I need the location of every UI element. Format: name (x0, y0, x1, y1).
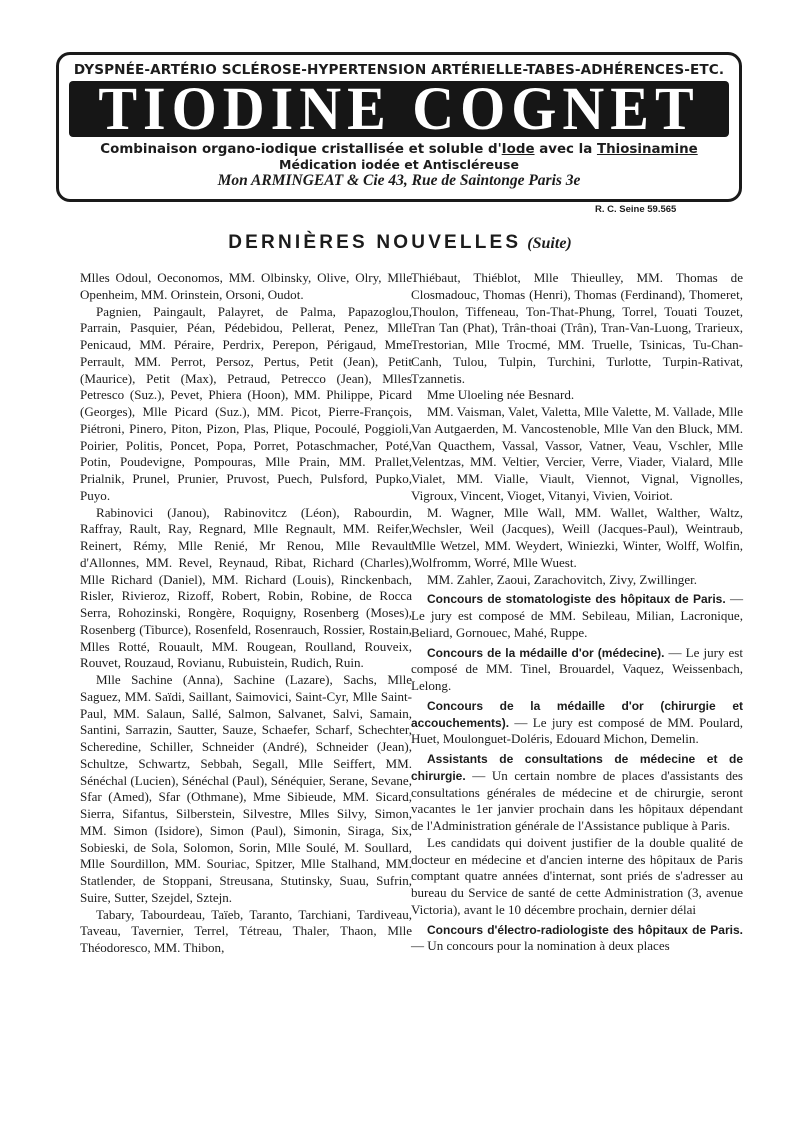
left-column (80, 270, 412, 957)
ad-description-mid: avec la (534, 142, 597, 157)
paragraph: MM. Vaisman, Valet, Valetta, Mlle Valette, M. Vallade, Mlle Van Autgaerden, M. Vancostenoble, Mlle Van den Bluck, MM. Van Quacthem, Vassal, Vassor, Vatner, Veau, Vschler, Mlle Velentzas, MM. Veltier, Vercier, Verre, Viader, Vialard, Mlle Vialet, MM. Vialle, Viault, Viennot, Vignal, Vignolles, Vigroux, Vincent, Vioget, Vitanyi, Vivien, Voiriot. (411, 404, 743, 503)
paragraph: Mlle Sachine (Anna), Sachine (Lazare), Sachs, Mlle Saguez, MM. Saïdi, Saillant, Saimovici, Saint-Cyr, Mlle Saint-Paul, MM. Salaun, Sallé, Salmon, Salvanet, Salvi, Samain, Santini, Sarrazin, Sautter, Sauze, Schaefer, Scharf, Schechter, Scheredine, Schiller, Schneider (André), Schneider (Jean), Schultze, Schwartz, Sebbah, Segall, Mlle Seiffert, MM. Sénéchal (Lucien), Sénéchal (Paul), Sénéquier, Serane, Sevane, Sfar (Amed), Sfar (Othmane), Mme Sibieude, MM. Sicard, Sierra, Sifantus, Silberstein, Silvestre, Mlles Silvy, Simon, MM. Simon (Isidore), Simon (Paul), Simonin, Siraga, Six, Sobieski, de Sola, Solomon, Sorin, Mlle Soulé, M. Soullard, Mlle Sourdillon, MM. Souriac, Spitzer, Mlle Stalhand, MM. Statlender, de Stoppani, Streusana, Stutinsky, Suau, Sufrin, Suire, Sutter, Szejdel, Sztejn. (80, 672, 412, 905)
news-item-text: — Le jury est composé de MM. Tinel, Brouardel, Vaquez, Weissenbach, Lelong. (411, 644, 743, 693)
news-item-text: — Le jury est composé de MM. Sebileau, Milian, Lacronique, Beliard, Gornouec, Mahé, Ruppe. (411, 591, 743, 640)
heading-suite: (Suite) (527, 235, 572, 252)
news-item-text: — Un concours pour la nomination à deux places (411, 938, 670, 954)
ad-indications: DYSPNÉE-ARTÉRIO SCLÉROSE-HYPERTENSION ARTÉRIELLE-TABES-ADHÉRENCES-ETC. (73, 62, 725, 78)
news-item-text: — Un certain nombre de places d'assistants des consultations générales de médecine et de chirurgie, seront vacantes le 1er janvier prochain dans les hôpitaux dépendant de l'Administration générale de l'Assistance publique à Paris. (411, 767, 743, 833)
news-item-text: — Le jury est composé de MM. Poulard, Huet, Moulonguet-Doléris, Edouard Michon, Demelin. (411, 714, 743, 747)
paragraph: Pagnien, Paingault, Palayret, de Palma, Papazoglou, Parrain, Pasquier, Péan, Pédebidou, Pellerat, Penez, Mlle Penicaud, MM. Péraire, Perdrix, Perepon, Périgaud, Mme Perrault, MM. Perrot, Persoz, Pertus, Petit (Jean), Petit (Maurice), Petit (Max), Petraud, Petrecco (Jean), Mlles Petresco (Suz.), Pevet, Phiera (Hoon), MM. Philippe, Picard (Georges), Mlle Picard (Suz.), MM. Picot, Pierre-François, Piétroni, Pinero, Piton, Pizon, Plas, Plique, Pocoulé, Poggioli, Poirier, Politis, Poncet, Popa, Porret, Potaschmacher, Poté, Potin, Poudevigne, Pompouras, Mlle Prain, MM. Prallet, Prialnik, Prunel, Prunier, Pruvost, Puech, Pulsford, Pupko, Puyo. (80, 303, 412, 503)
news-item-heading: Concours de la médaille d'or (chirurgie et accouchements). (411, 698, 743, 730)
news-item-heading: Concours d'électro-radiologiste des hôpitaux de Paris. (427, 922, 743, 937)
right-column (411, 270, 743, 955)
news-item-heading: Assistants de consultations de médecine et de chirurgie. (411, 752, 743, 783)
heading-title: DERNIÈRES NOUVELLES (228, 232, 522, 253)
news-item (411, 751, 743, 835)
news-item-heading: Concours de stomatologiste des hôpitaux de Paris. (427, 592, 726, 607)
ad-brand-name: TIODINE COGNET (98, 74, 700, 143)
news-item (411, 922, 743, 956)
news-item (411, 645, 743, 695)
paragraph: Mlles Odoul, Oeconomos, MM. Olbinsky, Olive, Olry, Mlle Openheim, MM. Orinstein, Orsoni, Oudot. (80, 270, 412, 302)
news-item (411, 591, 743, 641)
paragraph: Rabinovici (Janou), Rabinovitcz (Léon), Rabourdin, Raffray, Rault, Ray, Regnard, Mlle Regnault, MM. Reifer, Reinert, Rémy, Mlle Renié, Mr Renou, Mlle Revault d'Allonnes, MM. Revel, Reynaud, Ribat, Richard (Charles), Mlle Richard (Daniel), MM. Richard (Louis), Rinckenbach, Risler, Rivieroz, Rizoff, Robert, Robin, Robine, de Rocca Serra, Rohozinski, Rongère, Roquigny, Rosenberg (Moses), Rosenberg (Tiburce), Rosenfeld, Rosenrauch, Rossier, Rostain, Mlles Rotté, Rouault, MM. Rougean, Roulland, Rouveix, Rouvet, Rouzaud, Rovianu, Rubuistein, Rudich, Ruin. (80, 504, 412, 671)
ad-address: Mon ARMINGEAT & Cie 43, Rue de Saintonge Paris 3e (217, 172, 581, 189)
paragraph: Thiébaut, Thiéblot, Mlle Thieulley, MM. Thomas de Closmadouc, Thomas (Henri), Thomas (Ferdinand), Thomeret, Thoulon, Tiffeneau, Ton-That-Phung, Torrel, Touati Touzet, Tran Tan (Phat), Trân-thoai (Trân), Tran-Van-Luong, Trarieux, Trestorian, Mlle Trocmé, MM. Truelle, Tsinicas, Tu-Chan-Canh, Tulou, Tulpin, Turchini, Turlotte, Turpin-Rativat, Tzannetis. (411, 270, 743, 386)
advertisement-box (56, 52, 742, 202)
ad-description-thiosinamine: Thiosinamine (596, 142, 698, 157)
ad-brand-banner (69, 74, 729, 143)
ad-description-prefix: Combinaison organo-iodique cristallisée et soluble d' (100, 142, 502, 157)
registration-number: R. C. Seine 59.565 (595, 204, 677, 215)
paragraph: M. Wagner, Mlle Wall, MM. Wallet, Walther, Waltz, Wechsler, Weil (Jacques), Weill (Jacques-Paul), Weintraub, Mlle Wetzel, MM. Weydert, Winiezki, Winter, Wolff, Wolfin, Wolfromm, Worré, Mlle Wuest. (411, 504, 743, 570)
paragraph: MM. Zahler, Zaoui, Zarachovitch, Zivy, Zwillinger. (427, 571, 698, 587)
page-heading (0, 232, 800, 254)
paragraph: Tabary, Tabourdeau, Taïeb, Taranto, Tarchiani, Tardiveau, Taveau, Tavernier, Terrel, Tétreau, Thaler, Thaon, Mlle Théodoresco, MM. Thibon, (80, 906, 412, 955)
paragraph: Les candidats qui doivent justifier de la double qualité de docteur en médecine et d'ancien interne des hôpitaux de Paris comptant quatre années d'internat, sont priés de s'adresser au bureau du Service de santé de cette Administration (3, avenue Victoria), avant le 10 décembre prochain, dernier délai (411, 834, 743, 917)
ad-description-iode: Iode (501, 142, 535, 157)
ad-medication: Médication iodée et Antiscléreuse (279, 157, 519, 172)
paragraph: Mme Uloeling née Besnard. (427, 387, 575, 403)
news-item-heading: Concours de la médaille d'or (médecine). (427, 645, 665, 660)
news-item (411, 698, 743, 748)
ad-description (59, 142, 739, 157)
